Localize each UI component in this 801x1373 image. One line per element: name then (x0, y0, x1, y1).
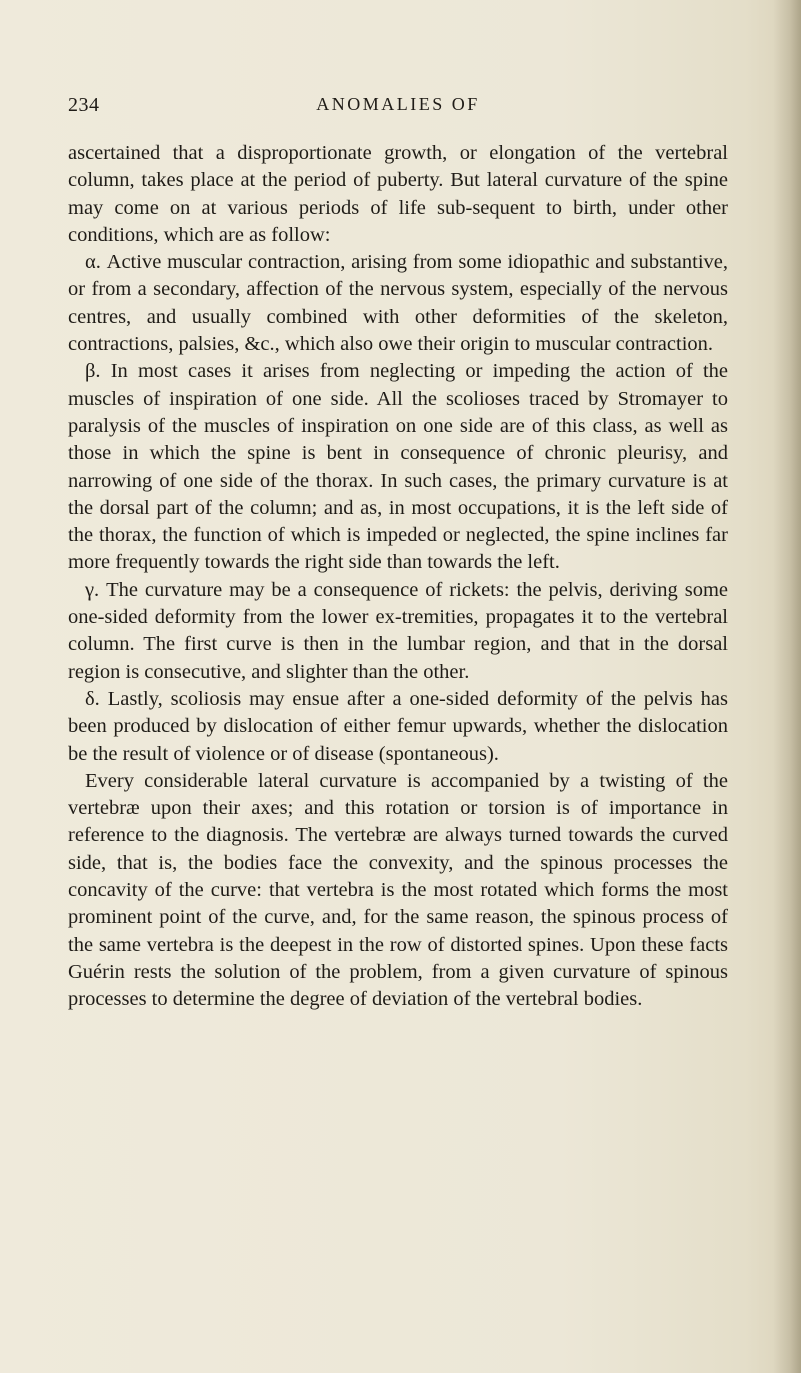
paragraph-torsion: Every considerable lateral curvature is accompanied by a twisting of the vertebræ upon their axes; and this rotation or torsion is of importance in reference to the diagnosis. The vertebræ are always turned towards the curved side, that is, the bodies face the convexity, and the spinous processes the concavity of the curve: that vertebra is the most rotated which forms the most prominent point of the curve, and, for the same reason, the spinous process of the same vertebra is the deepest in the row of distorted spines. Upon these facts Guérin rests the solution of the problem, from a given curvature of spinous processes to determine the degree of deviation of the vertebral bodies. (68, 769, 728, 1011)
paragraph-gamma: γ. The curvature may be a consequence of rickets: the pelvis, deriving some one-sided deformity from the lower ex-tremities, propagates it to the vertebral column. The first curve is then in the lumbar region, and that in the dorsal region is consecutive, and slighter than the other. (68, 578, 728, 683)
page-edge-shadow (773, 0, 801, 1373)
page-number: 234 (68, 94, 100, 116)
paragraph-alpha: α. Active muscular contraction, arising from some idiopathic and substantive, or from a secondary, affection of the nervous system, especially of the nervous centres, and usually combined with other deformities of the skeleton, contractions, palsies, &c., which also owe their origin to muscular contraction. (68, 251, 728, 356)
page-header (68, 94, 728, 124)
body-text (68, 140, 728, 1014)
paragraph-continuation: ascertained that a disproportionate growth, or elongation of the vertebral column, takes place at the period of puberty. But lateral curvature of the spine may come on at various periods of life sub-sequent to birth, under other conditions, which are as follow: (68, 142, 728, 246)
paragraph-delta: δ. Lastly, scoliosis may ensue after a one-sided deformity of the pelvis has been produced by dislocation of either femur upwards, whether the dislocation be the result of violence or of disease (spontaneous). (68, 687, 728, 765)
paragraph-beta: β. In most cases it arises from neglecting or impeding the action of the muscles of inspiration of one side. All the scolioses traced by Stromayer to paralysis of the muscles of inspiration on one side are of this class, as well as those in which the spine is bent in consequence of chronic pleurisy, and narrowing of one side of the thorax. In such cases, the primary curvature is at the dorsal part of the column; and as, in most occupations, it is the left side of the thorax, the function of which is impeded or neglected, the spine inclines far more frequently towards the right side than towards the left. (68, 360, 728, 574)
running-head: ANOMALIES OF (316, 94, 480, 114)
